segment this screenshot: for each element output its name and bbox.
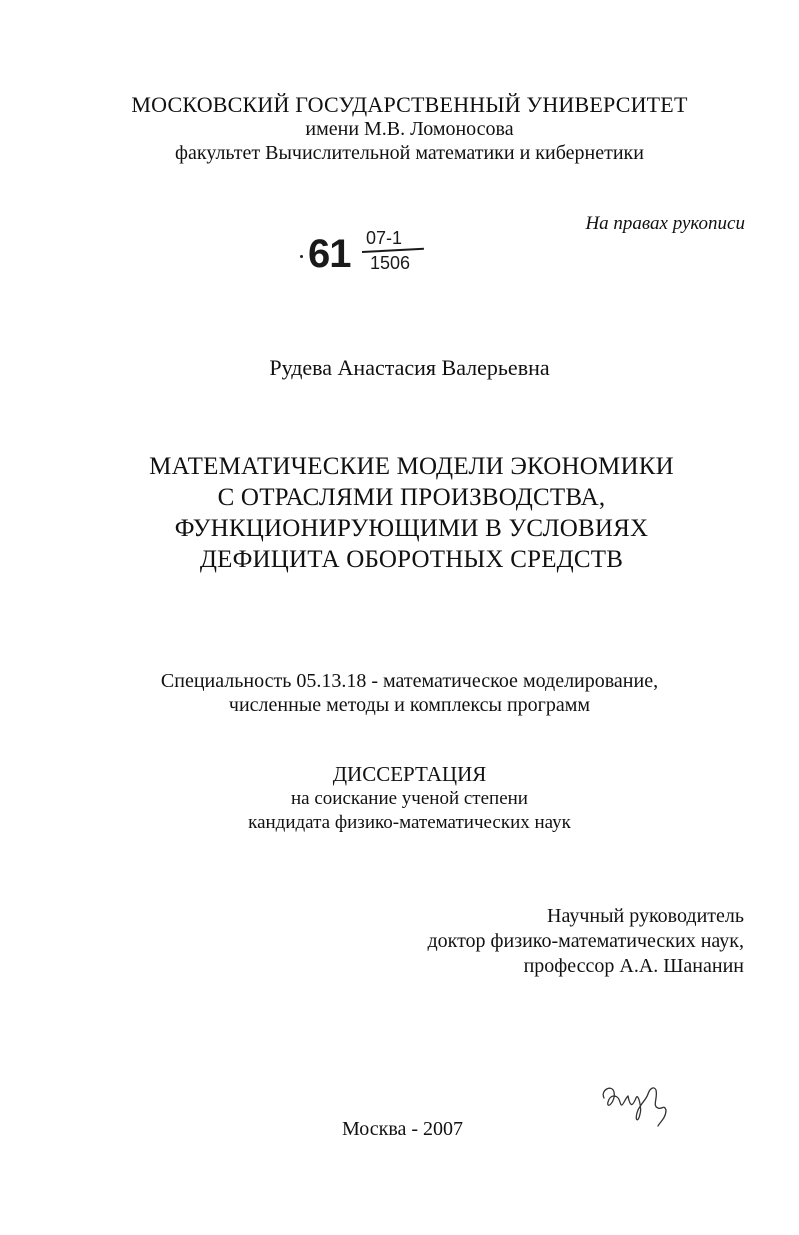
specialty-line: Специальность 05.13.18 - математическое моделирование,	[160, 670, 659, 692]
supervisor-line: доктор физико-математических наук,	[427, 930, 744, 952]
title-line: МАТЕМАТИЧЕСКИЕ МОДЕЛИ ЭКОНОМИКИ	[149, 453, 674, 480]
faculty-name: факультет Вычислительной математики и кибернетики	[175, 142, 644, 164]
dissertation-heading: ДИССЕРТАЦИЯ	[332, 762, 487, 786]
university-named-after: имени М.В. Ломоносова	[305, 118, 514, 140]
stamp-numerator: 07-1	[366, 228, 403, 248]
title-line: ДЕФИЦИТА ОБОРОТНЫХ СРЕДСТВ	[199, 546, 624, 573]
dissertation-degree-line: кандидата физико-математических наук	[248, 812, 571, 833]
title-line: ФУНКЦИОНИРУЮЩИМИ В УСЛОВИЯХ	[174, 515, 649, 542]
dissertation-degree-line: на соискание ученой степени	[291, 788, 528, 809]
registration-stamp	[300, 228, 440, 288]
stamp-series: 61	[308, 232, 351, 276]
specialty-line: численные методы и комплексы программ	[228, 694, 591, 716]
university-name: МОСКОВСКИЙ ГОСУДАРСТВЕННЫЙ УНИВЕРСИТЕТ	[131, 92, 688, 117]
supervisor-line: профессор А.А. Шананин	[523, 955, 744, 977]
author-name: Рудева Анастасия Валерьевна	[269, 355, 550, 380]
stamp-dot	[300, 255, 303, 258]
stamp-denominator: 1506	[370, 253, 411, 273]
city-year: Москва - 2007	[341, 1118, 464, 1140]
manuscript-mark: На правах рукописи	[585, 213, 745, 234]
supervisor-line: Научный руководитель	[547, 905, 744, 927]
title-line: С ОТРАСЛЯМИ ПРОИЗВОДСТВА,	[217, 484, 606, 511]
